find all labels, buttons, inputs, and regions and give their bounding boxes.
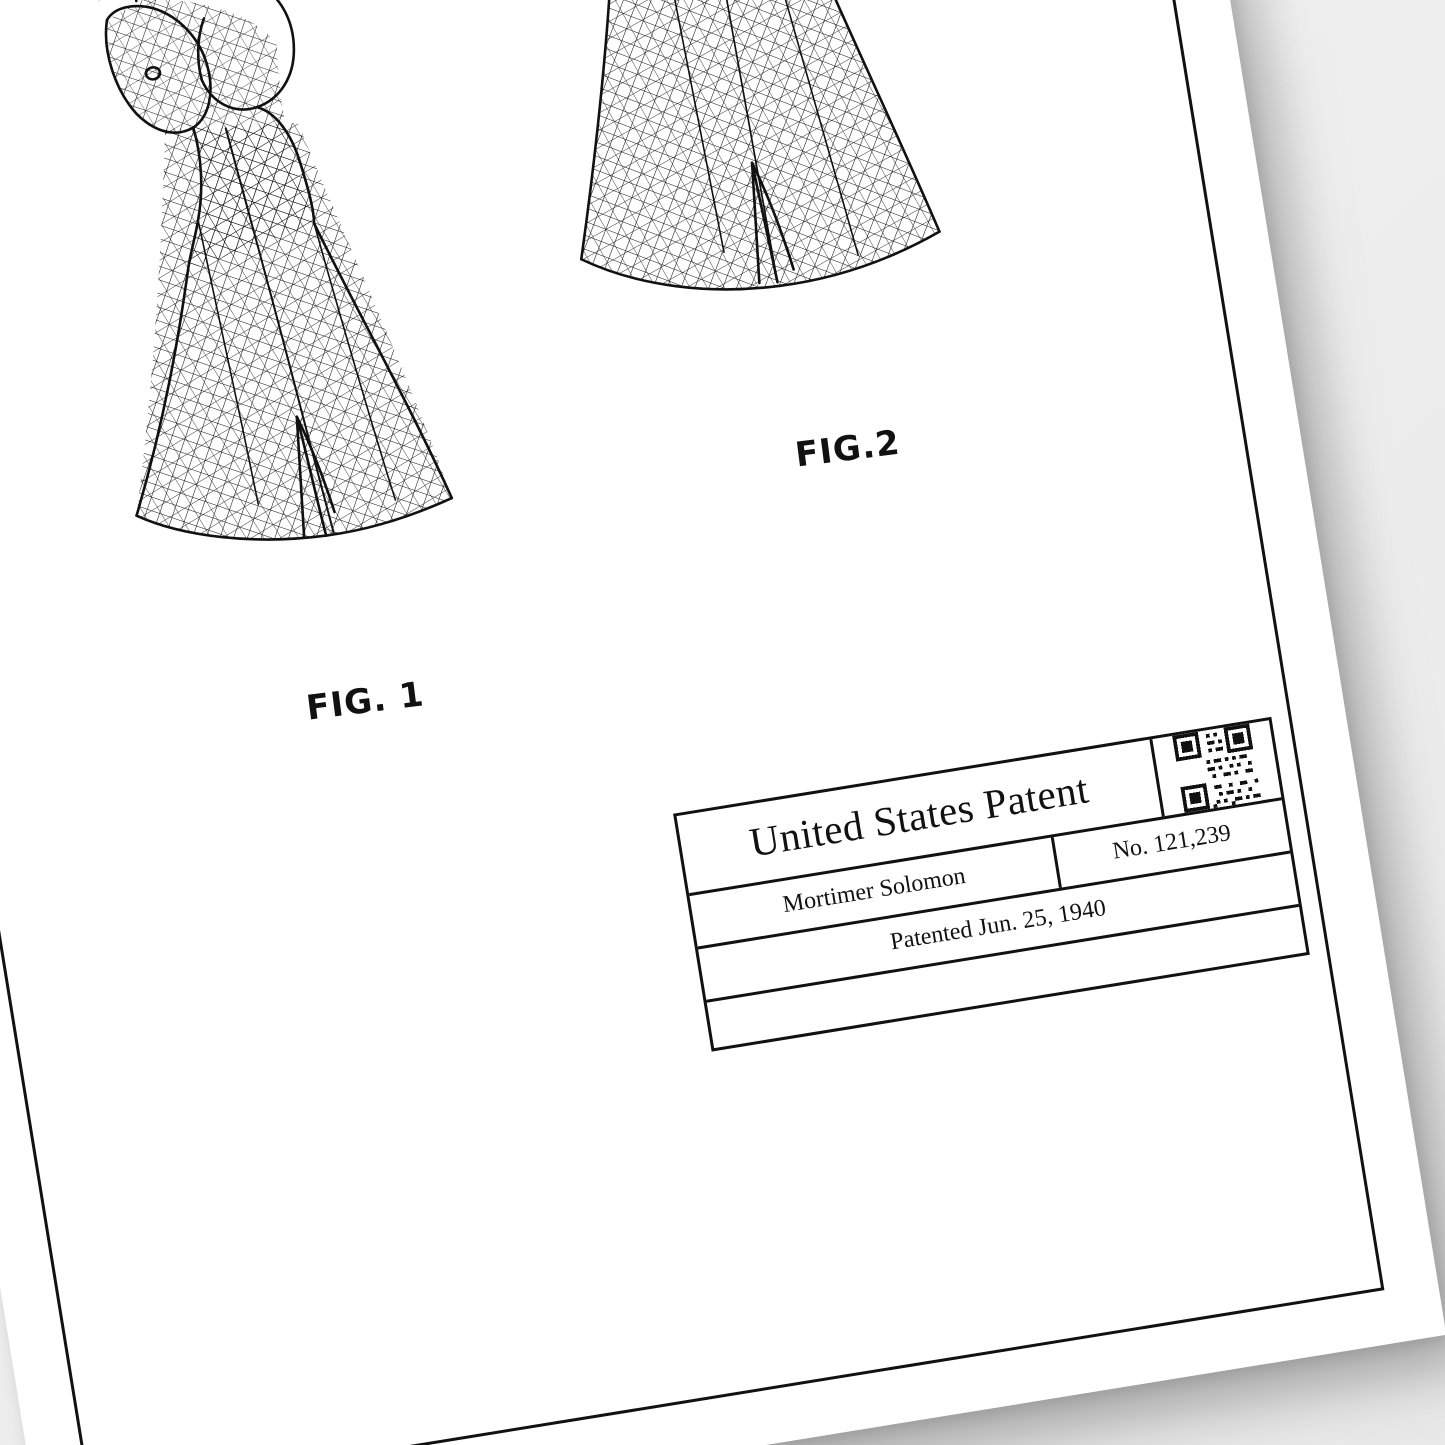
qr-code-icon bbox=[1172, 723, 1261, 812]
qr-code-cell bbox=[1149, 720, 1281, 816]
patent-number: No. 121,239 bbox=[1110, 819, 1233, 865]
patent-heading: United States Patent bbox=[746, 765, 1092, 866]
inventor-name: Mortimer Solomon bbox=[689, 837, 1062, 946]
figure-1-caption: FIG. 1 bbox=[304, 674, 427, 729]
figure-2-caption: FIG.2 bbox=[792, 422, 903, 476]
patent-date: Patented Jun. 25, 1940 bbox=[888, 894, 1108, 956]
